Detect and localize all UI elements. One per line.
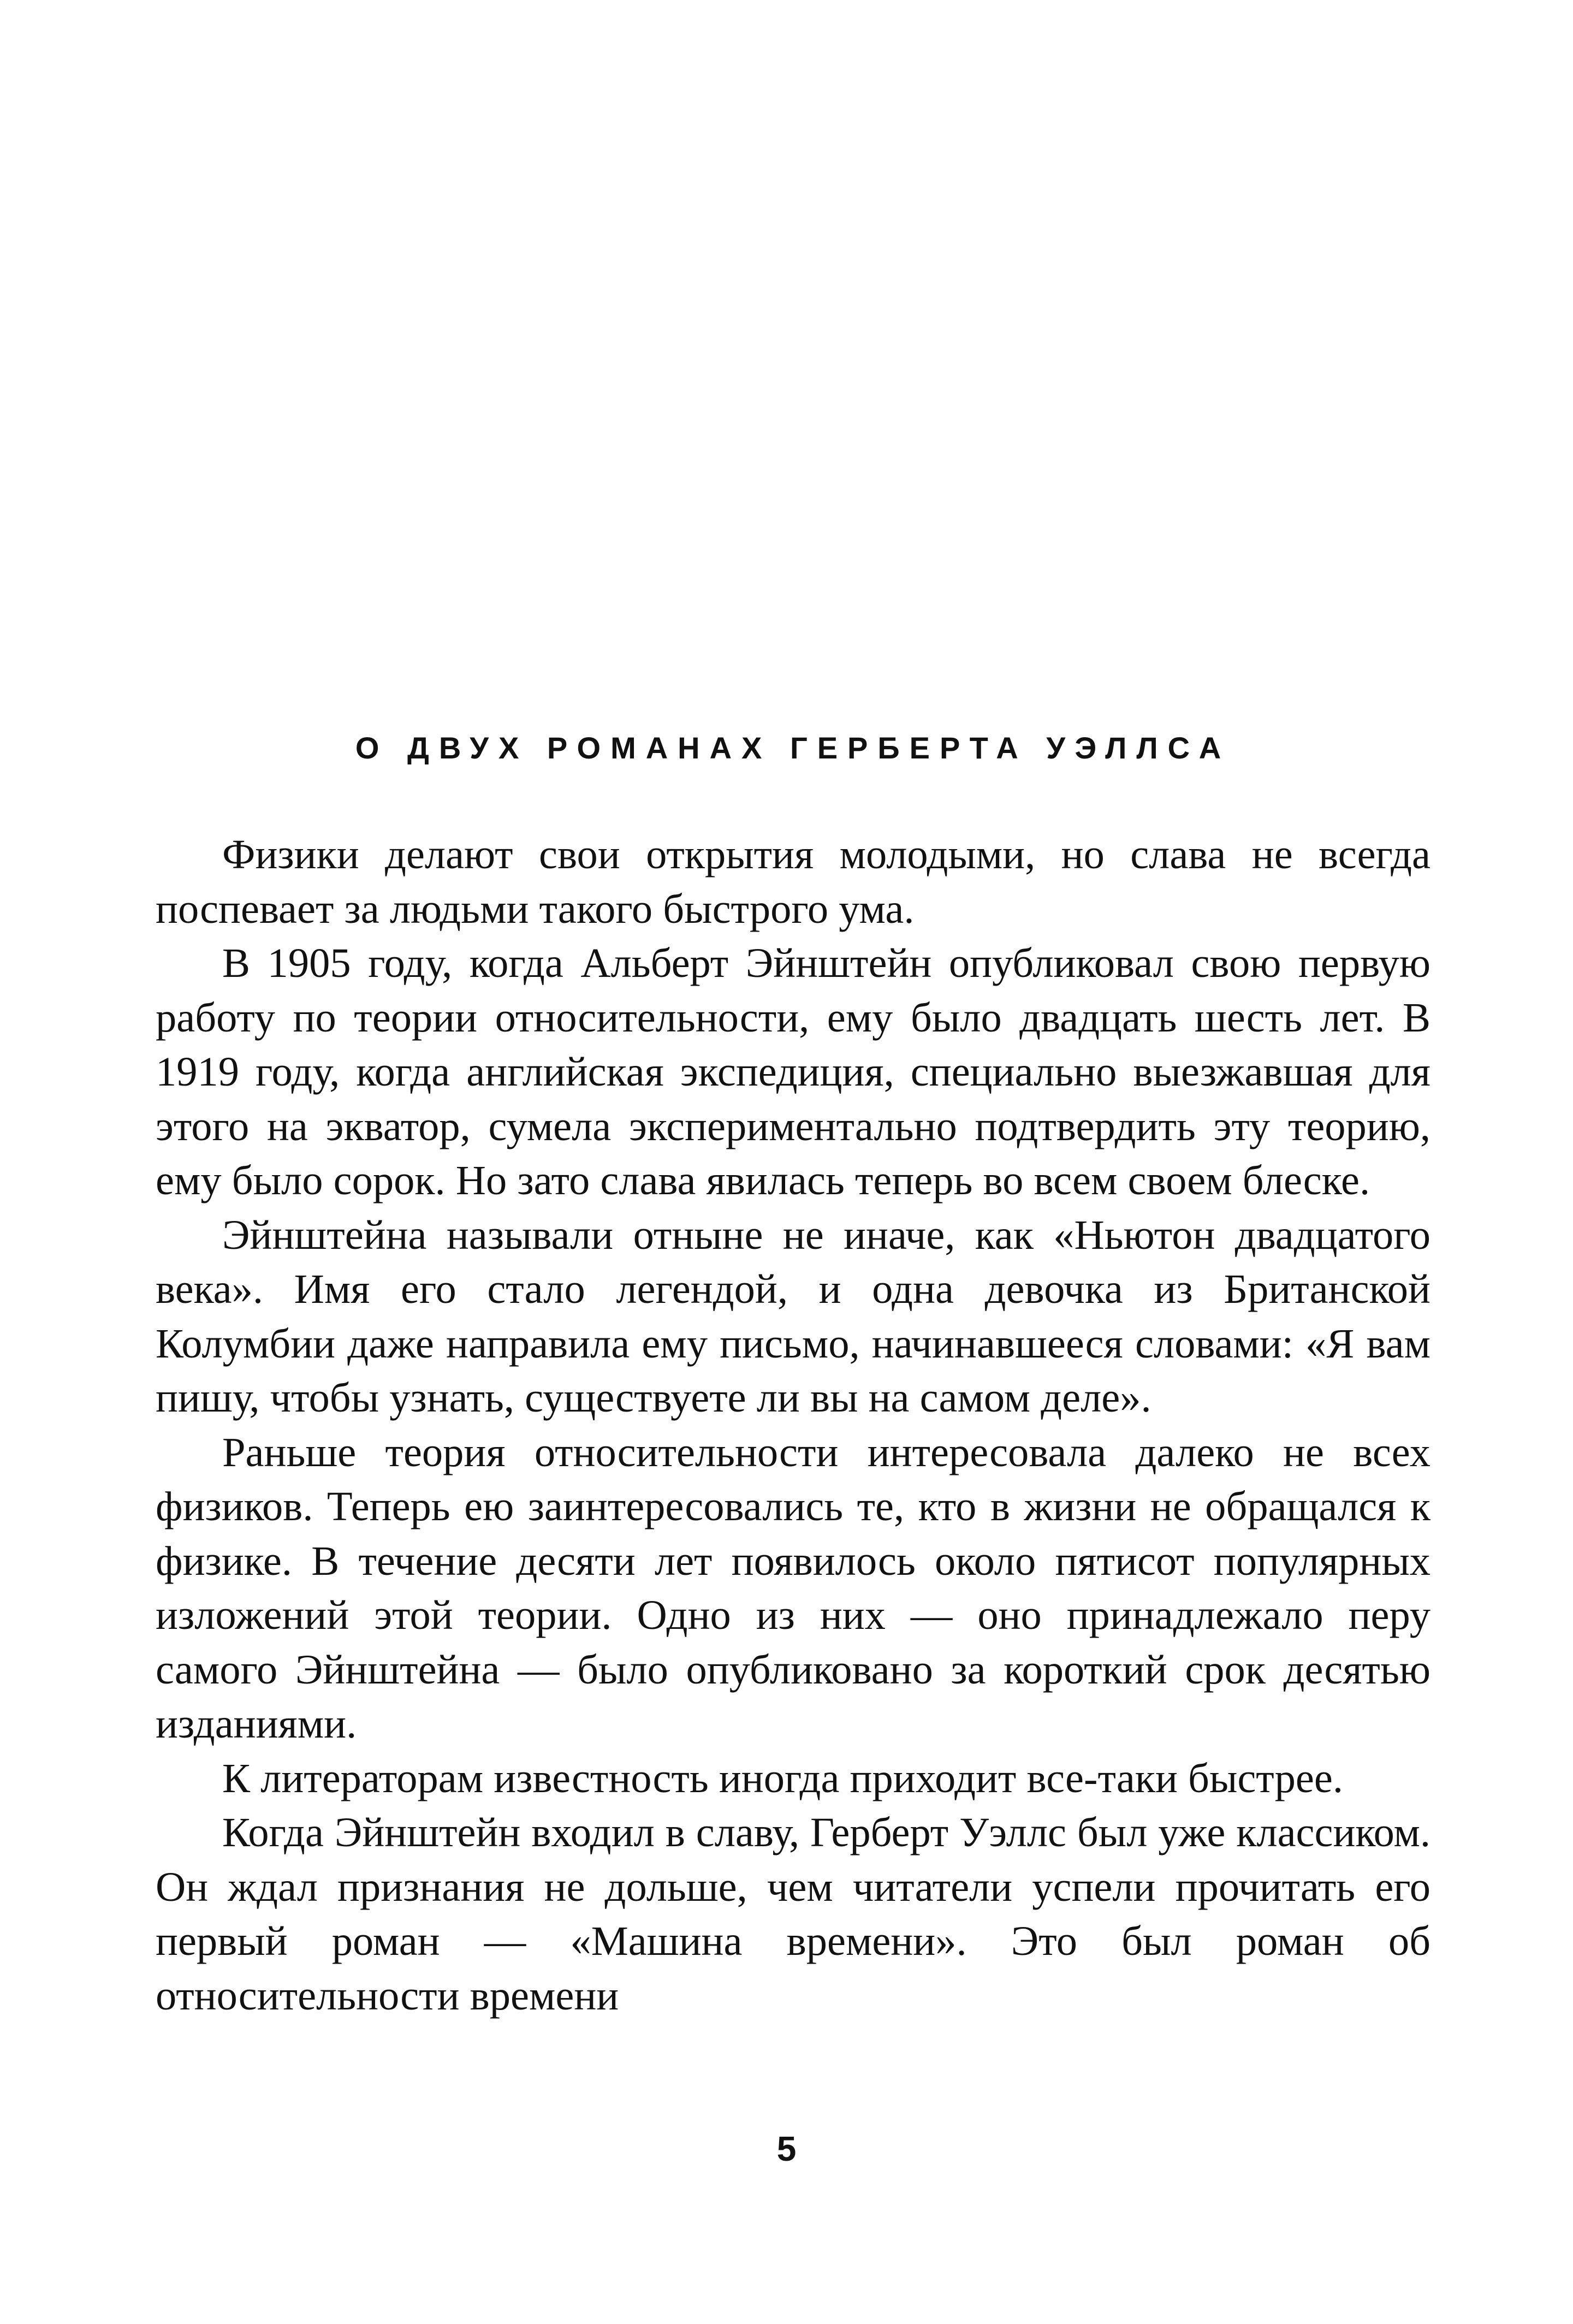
paragraph: В 1905 году, когда Альберт Эйнштейн опубликовал свою первую работу по теории относительности, ему было двадцать шесть лет. В 1919 году, когда английская экспедиция, специально выезжавшая для этого на экватор, сумела экспериментально подтвердить эту теорию, ему было сорок. Но зато слава явилась теперь во всем своем блеске. xyxy=(156,940,1430,1204)
page-number: 5 xyxy=(776,2129,797,2168)
chapter-title: О ДВУХ РОМАНАХ ГЕРБЕРТА УЭЛЛСА xyxy=(355,731,1231,765)
paragraph: Физики делают свои открытия молодыми, но слава не всегда поспевает за людьми такого быстрого ума. xyxy=(156,831,1430,932)
paragraph: К литераторам известность иногда приходит все-таки быстрее. xyxy=(222,1754,1343,1801)
body-text xyxy=(156,827,1430,2023)
paragraph: Раньше теория относительности интересовала далеко не всех физиков. Теперь ею заинтересовались те, кто в жизни не обращался к физике. В течение десяти лет появилось около пятисот популярных изложений этой теории. Одно из них — оно принадлежало перу самого Эйнштейна — было опубликовано за короткий срок десятью изданиями. xyxy=(156,1428,1430,1747)
paragraph: Эйнштейна называли отныне не иначе, как «Ньютон двадцатого века». Имя его стало легендой, и одна девочка из Британской Колумбии даже направила ему письмо, начинавшееся словами: «Я вам пишу, чтобы узнать, существуете ли вы на самом деле». xyxy=(156,1211,1430,1421)
paragraph: Когда Эйнштейн входил в славу, Герберт Уэллс был уже классиком. Он ждал признания не дольше, чем читатели успели прочитать его первый роман — «Машина времени». Это был роман об относительности времени xyxy=(156,1809,1430,2019)
